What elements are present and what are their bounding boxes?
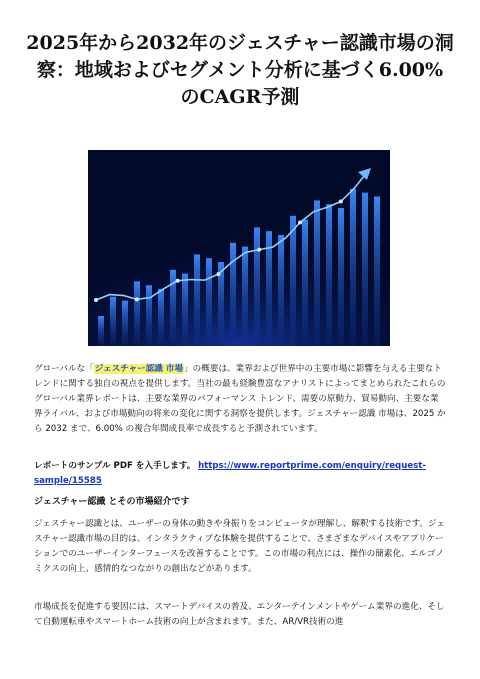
sample-label: レポートのサンプル PDF を入手します。 <box>34 461 196 471</box>
description-paragraph: ジェスチャー認識とは、ユーザーの身体の動きや身振りをコンピュータが理解し、解釈する技術です。ジェスチャー認識市場の目的は、インタラクティブな体験を提供することで、さまざまなデバイスやアプリケーションでのユーザーインターフェースを改善することです。この市場の利点には、操作の簡素化、エルゴノミクスの向上、感情的なつながりの創出などがあります。 <box>34 519 446 574</box>
hero-bar <box>278 235 284 346</box>
hero-bar <box>290 216 296 346</box>
hero-bar <box>110 297 116 346</box>
title-line-1: 2025年から2032年のジェスチャー認識市場の洞 <box>26 32 454 54</box>
hero-bar <box>326 204 332 346</box>
trend-point <box>216 272 220 276</box>
market-highlight-link[interactable]: ジェスチャー認識 市場 <box>94 364 184 374</box>
hero-bar <box>98 316 104 346</box>
trend-point <box>176 279 180 283</box>
hero-bar <box>206 258 212 346</box>
intro-before: グローバルな「 <box>34 364 94 374</box>
title-line-3: のCAGR予測 <box>180 86 300 108</box>
hero-bar <box>338 208 344 346</box>
trend-point <box>298 220 302 224</box>
hero-bar <box>362 193 368 346</box>
document-title <box>20 30 460 111</box>
hero-bar <box>374 196 380 346</box>
hero-bar <box>314 200 320 346</box>
hero-bar <box>146 285 152 346</box>
hero-bar <box>302 220 308 346</box>
hero-bar <box>194 254 200 346</box>
hero-bar <box>134 281 140 346</box>
growth-chart-illustration <box>88 150 390 346</box>
trend-point <box>339 200 343 204</box>
intro-after: 」の概要は、業界および世界中の主要市場に影響を与える主要なトレンドに関する独自の視点を提供します。当社の最も経験豊富なアナリストによってまとめられたこれらのグローバル業界レポートは、主要な業界のパフォーマンス トレンド、需要の原動力、貿易動向、主要な業界ライバル、および市場動向の将来の変化に関する洞察を提供します。ジェスチャー認識 市場は、2025 から 2032 まで、6.00% の複合年間成長率で成長すると予測されています。 <box>34 364 446 434</box>
trend-point <box>135 297 139 301</box>
section-heading: ジェスチャー認識 とその市場紹介です <box>34 497 190 507</box>
trend-point <box>257 248 261 252</box>
hero-bar <box>254 227 260 346</box>
sample-paragraph <box>34 459 446 489</box>
hero-bar <box>122 301 128 346</box>
hero-bar <box>230 243 236 346</box>
hero-bar <box>182 274 188 346</box>
sample-link[interactable]: https://www.reportprime.com/enquiry/request-sample/15585 <box>34 461 426 486</box>
hero-bar <box>158 289 164 346</box>
hero-bar <box>242 247 248 346</box>
hero-image <box>88 150 390 346</box>
trend-point <box>94 298 98 302</box>
intro-paragraph <box>34 362 446 437</box>
growth-paragraph: 市場成長を促進する要因には、スマートデバイスの普及、エンターテインメントやゲーム業界の進化、そして自動運転車やスマートホーム技術の向上が含まれます。また、AR/VR技術の進 <box>34 602 445 627</box>
title-line-2: 察：地域およびセグメント分析に基づく6.00% <box>36 59 444 81</box>
hero-bar <box>350 189 356 346</box>
